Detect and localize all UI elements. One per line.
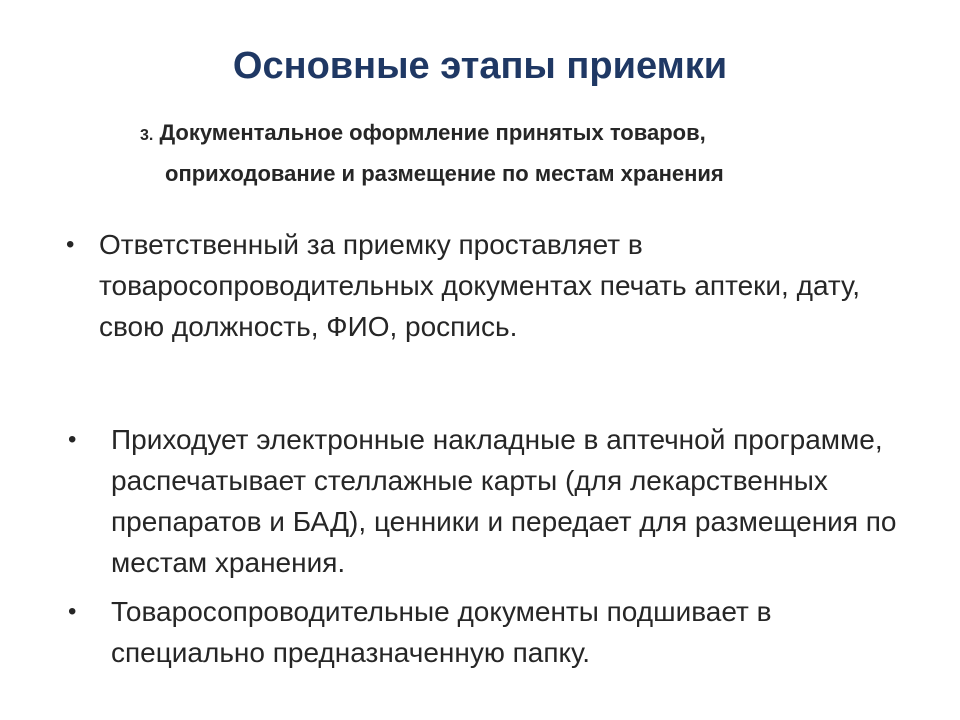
bullet-icon: • bbox=[66, 231, 75, 258]
bullet-text: Товаросопроводительные документы подшивает в специально предназначенную папку. bbox=[111, 596, 772, 668]
bullet-item bbox=[60, 419, 920, 583]
bullet-icon: • bbox=[68, 426, 77, 453]
bullet-text: Ответственный за приемку проставляет в товаросопроводительных документах печать аптеки, дату, свою должность, ФИО, роспись. bbox=[99, 229, 861, 342]
bullet-list bbox=[60, 224, 920, 673]
subtitle-number: 3. bbox=[140, 127, 154, 144]
bullet-text: Приходует электронные накладные в аптечной программе, распечатывает стеллажные карты (для лекарственных препаратов и БАД), ценники и передает для размещения по местам хранения. bbox=[111, 424, 897, 578]
bullet-item bbox=[60, 224, 920, 347]
subtitle-line-1: Документальное оформление принятых товаров, bbox=[159, 120, 706, 145]
slide-title: Основные этапы приемки bbox=[232, 45, 728, 87]
subtitle-line-2: оприходование и размещение по местам хранения bbox=[165, 161, 724, 186]
slide-subtitle bbox=[140, 114, 900, 193]
bullet-item bbox=[60, 591, 920, 673]
bullet-icon: • bbox=[68, 598, 77, 625]
